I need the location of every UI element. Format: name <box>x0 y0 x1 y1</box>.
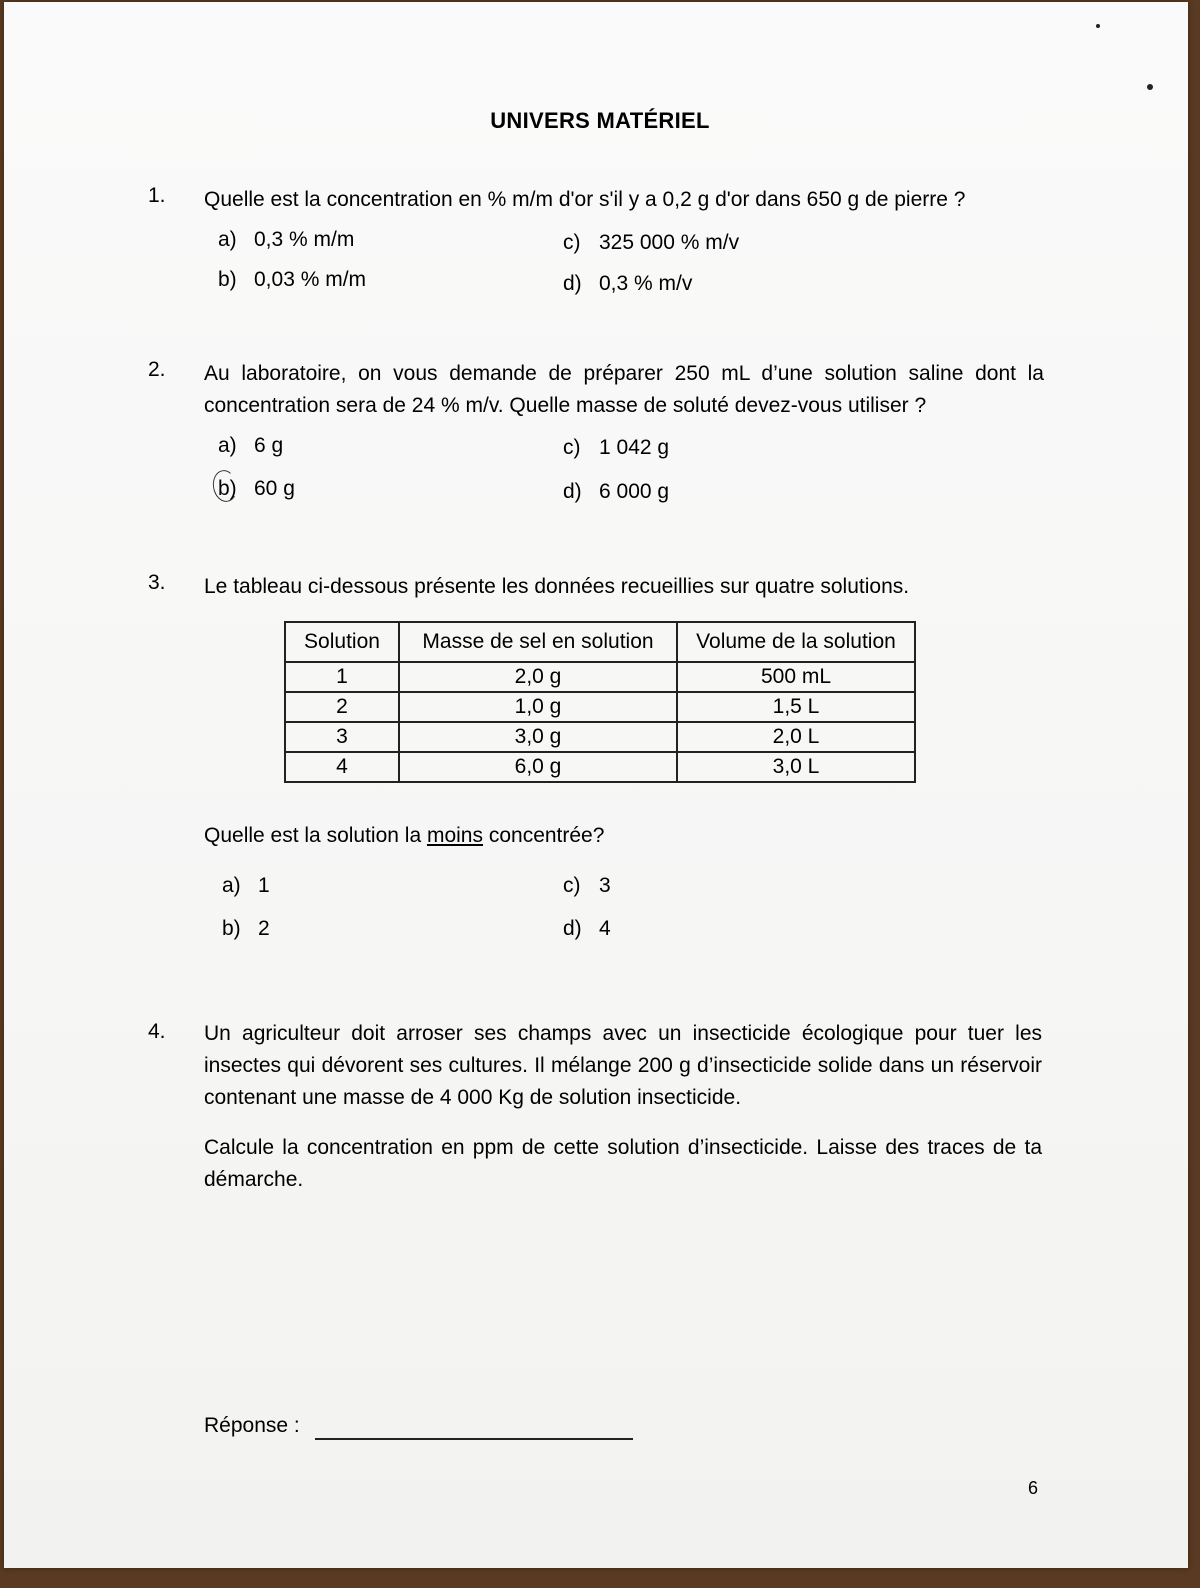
question-1-option-a[interactable] <box>218 228 354 252</box>
prompt-end: concentrée? <box>483 824 605 847</box>
question-3-prompt <box>204 820 1044 852</box>
table-header-cell: Masse de sel en solution <box>399 622 677 662</box>
option-text: 325 000 % m/v <box>599 231 740 254</box>
option-text: 2 <box>258 917 270 940</box>
prompt-start: Quelle est la solution la <box>204 824 427 847</box>
option-text: 60 g <box>254 477 295 500</box>
option-text: 4 <box>599 917 611 940</box>
question-1-option-d[interactable] <box>563 272 692 296</box>
option-letter: c) <box>563 874 581 897</box>
table-cell: 6,0 g <box>399 752 677 782</box>
table-cell: 3,0 g <box>399 722 677 752</box>
option-text: 6 g <box>254 434 284 457</box>
option-text: 1 <box>258 874 270 897</box>
table-cell: 3 <box>285 722 399 752</box>
option-letter: d) <box>563 917 582 940</box>
table-cell: 1,0 g <box>399 692 677 722</box>
question-3-text: Le tableau ci-dessous présente les données recueillies sur quatre solutions. <box>204 575 910 598</box>
question-3-option-b[interactable] <box>222 917 270 941</box>
question-3-option-c[interactable] <box>563 874 611 898</box>
page-number: 6 <box>1028 1478 1039 1498</box>
table-cell: 4 <box>285 752 399 782</box>
question-3-number: 3. <box>148 571 166 594</box>
table-cell: 1,5 L <box>677 692 915 722</box>
table-header-cell: Volume de la solution <box>677 622 915 662</box>
option-letter: d) <box>563 480 582 503</box>
table-header-row <box>285 622 915 662</box>
question-4-number: 4. <box>148 1020 166 1043</box>
table-cell: 2,0 g <box>399 662 677 692</box>
table-cell: 1 <box>285 662 399 692</box>
question-1-option-c[interactable] <box>563 231 739 255</box>
option-letter: c) <box>563 436 581 459</box>
question-3-option-d[interactable] <box>563 917 611 941</box>
prompt-underlined-word: moins <box>426 824 483 847</box>
option-letter: b) <box>218 268 237 291</box>
page-title: UNIVERS MATÉRIEL <box>490 108 710 133</box>
answer-line[interactable] <box>315 1438 633 1440</box>
option-text: 0,3 % m/v <box>599 272 693 295</box>
table-cell: 500 mL <box>677 662 915 692</box>
question-3-option-a[interactable] <box>222 874 270 898</box>
speck-mark <box>1147 84 1153 90</box>
question-2-option-c[interactable] <box>563 436 669 460</box>
question-4-text: Un agriculteur doit arroser ses champs avec un insecticide écologique pour tuer les insectes qui dévorent ses cultures. Il mélange 200 g d’insecticide solide dans un réservoir contenant une masse de 4 000 Kg de solution insecticide. <box>204 1022 1042 1109</box>
option-text: 3 <box>599 874 611 897</box>
table-row <box>285 722 915 752</box>
option-letter: a) <box>218 434 237 457</box>
option-letter: b) <box>222 917 241 940</box>
table-row <box>285 692 915 722</box>
table-row <box>285 752 915 782</box>
table-cell: 3,0 L <box>677 752 915 782</box>
option-text: 0,03 % m/m <box>254 268 367 291</box>
table-row <box>285 662 915 692</box>
circled-option-letter: b) <box>218 477 237 500</box>
question-2-option-a[interactable] <box>218 434 283 458</box>
question-1-text: Quelle est la concentration en % m/m d'or s'il y a 0,2 g d'or dans 650 g de pierre ? <box>204 188 966 211</box>
question-1-option-b[interactable] <box>218 268 366 292</box>
option-letter: c) <box>563 231 581 254</box>
speck-mark <box>1096 24 1100 28</box>
option-letter: a) <box>218 228 237 251</box>
option-text: 0,3 % m/m <box>254 228 355 251</box>
solutions-table <box>284 621 916 783</box>
question-1-number: 1. <box>148 184 166 207</box>
table-cell: 2,0 L <box>677 722 915 752</box>
question-4-instruction: Calcule la concentration en ppm de cette solution d’insecticide. Laisse des traces de ta démarche. <box>204 1136 1042 1191</box>
table-cell: 2 <box>285 692 399 722</box>
option-letter: a) <box>222 874 241 897</box>
option-text: 1 042 g <box>599 436 670 459</box>
question-2-option-b[interactable] <box>218 477 295 501</box>
option-text: 6 000 g <box>599 480 670 503</box>
question-2-option-d[interactable] <box>563 480 669 504</box>
question-2-text: Au laboratoire, on vous demande de préparer 250 mL d’une solution saline dont la concentration sera de 24 % m/v. Quelle masse de soluté devez-vous utiliser ? <box>204 362 1044 417</box>
table-header-cell: Solution <box>285 622 399 662</box>
option-letter: d) <box>563 272 582 295</box>
question-2-number: 2. <box>148 358 166 381</box>
answer-label: Réponse : <box>204 1414 300 1437</box>
